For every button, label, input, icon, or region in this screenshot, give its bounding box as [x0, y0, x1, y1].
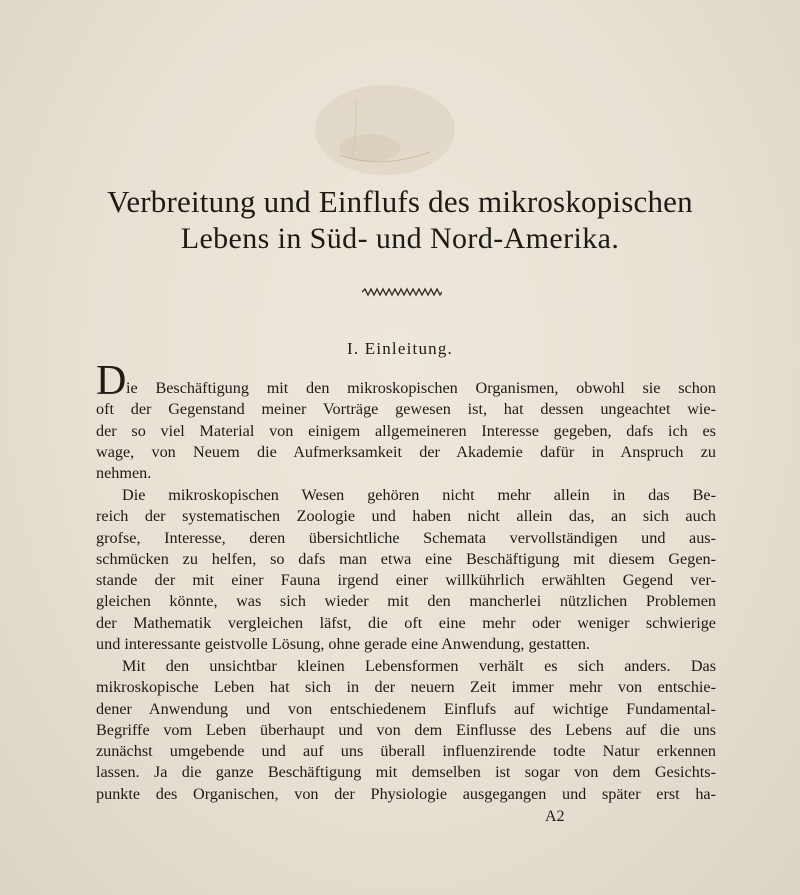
text-line: zunächst umgebende und auf uns überall influenzirende todte Natur erkennen [96, 742, 716, 761]
text-line: der so viel Material von einigem allgemeineren Interesse gegeben, dafs ich es [96, 421, 716, 440]
title-line-2: Lebens in Süd- und Nord-Amerika. [180, 222, 620, 255]
text-line: stande der mit einer Fauna irgend einer willkührlich erwählten Gegend ver- [96, 571, 716, 590]
paragraph-2 [96, 485, 716, 655]
wavy-rule-ornament [362, 287, 442, 297]
paragraph-1 [96, 378, 716, 484]
text-line: der Mathematik vergleichen läfst, die oft eine mehr oder weniger schwierige [96, 613, 716, 632]
signature-mark: A2 [545, 808, 565, 825]
text-line: wage, von Neuem die Aufmerksamkeit der Akademie dafür in Anspruch zu [96, 442, 716, 461]
text-line: oft der Gegenstand meiner Vorträge gewesen ist, hat dessen ungeachtet wie- [96, 400, 716, 419]
text-line: punkte des Organischen, von der Physiologie ausgegangen und später erst ha- [96, 784, 716, 803]
text-line: grofse, Interesse, deren übersichtliche Schemata vervollständigen und aus- [96, 528, 716, 547]
text-line: Die mikroskopischen Wesen gehören nicht mehr allein in das Be- [122, 486, 716, 504]
text-line: Begriffe vom Leben überhaupt und von dem Einflusse des Lebens auf die uns [96, 720, 716, 739]
section-heading: I. Einleitung. [346, 339, 454, 358]
title-line-1: Verbreitung und Einflufs des mikroskopischen [107, 184, 693, 219]
text-line: dener Anwendung und von entschiedenem Einflufs auf wichtige Fundamental- [96, 699, 716, 718]
text-line: gleichen könnte, was sich wieder mit den mancherlei nützlichen Problemen [96, 592, 716, 611]
text-line: Mit den unsichtbar kleinen Lebensformen verhält es sich anders. Das [122, 657, 716, 675]
text-line: mikroskopische Leben hat sich in der neuern Zeit immer mehr von entschie- [96, 678, 716, 697]
drop-cap: D [96, 358, 127, 404]
text-line: reich der systematischen Zoologie und haben nicht allein das, an sich auch [96, 507, 716, 526]
text-line: lassen. Ja die ganze Beschäftigung mit demselben ist sogar von dem Gesichts- [96, 763, 716, 782]
text-line: ie Beschäftigung mit den mikroskopischen Organismen, obwohl sie schon [126, 379, 716, 397]
paper-stain [300, 70, 470, 190]
paragraph-3 [96, 656, 716, 805]
text-line: schmücken zu helfen, so dafs man etwa eine Beschäftigung mit diesem Gegen- [96, 549, 716, 568]
text-line: nehmen. [96, 464, 152, 483]
text-line: und interessante geistvolle Lösung, ohne gerade eine Anwendung, gestatten. [96, 635, 591, 654]
